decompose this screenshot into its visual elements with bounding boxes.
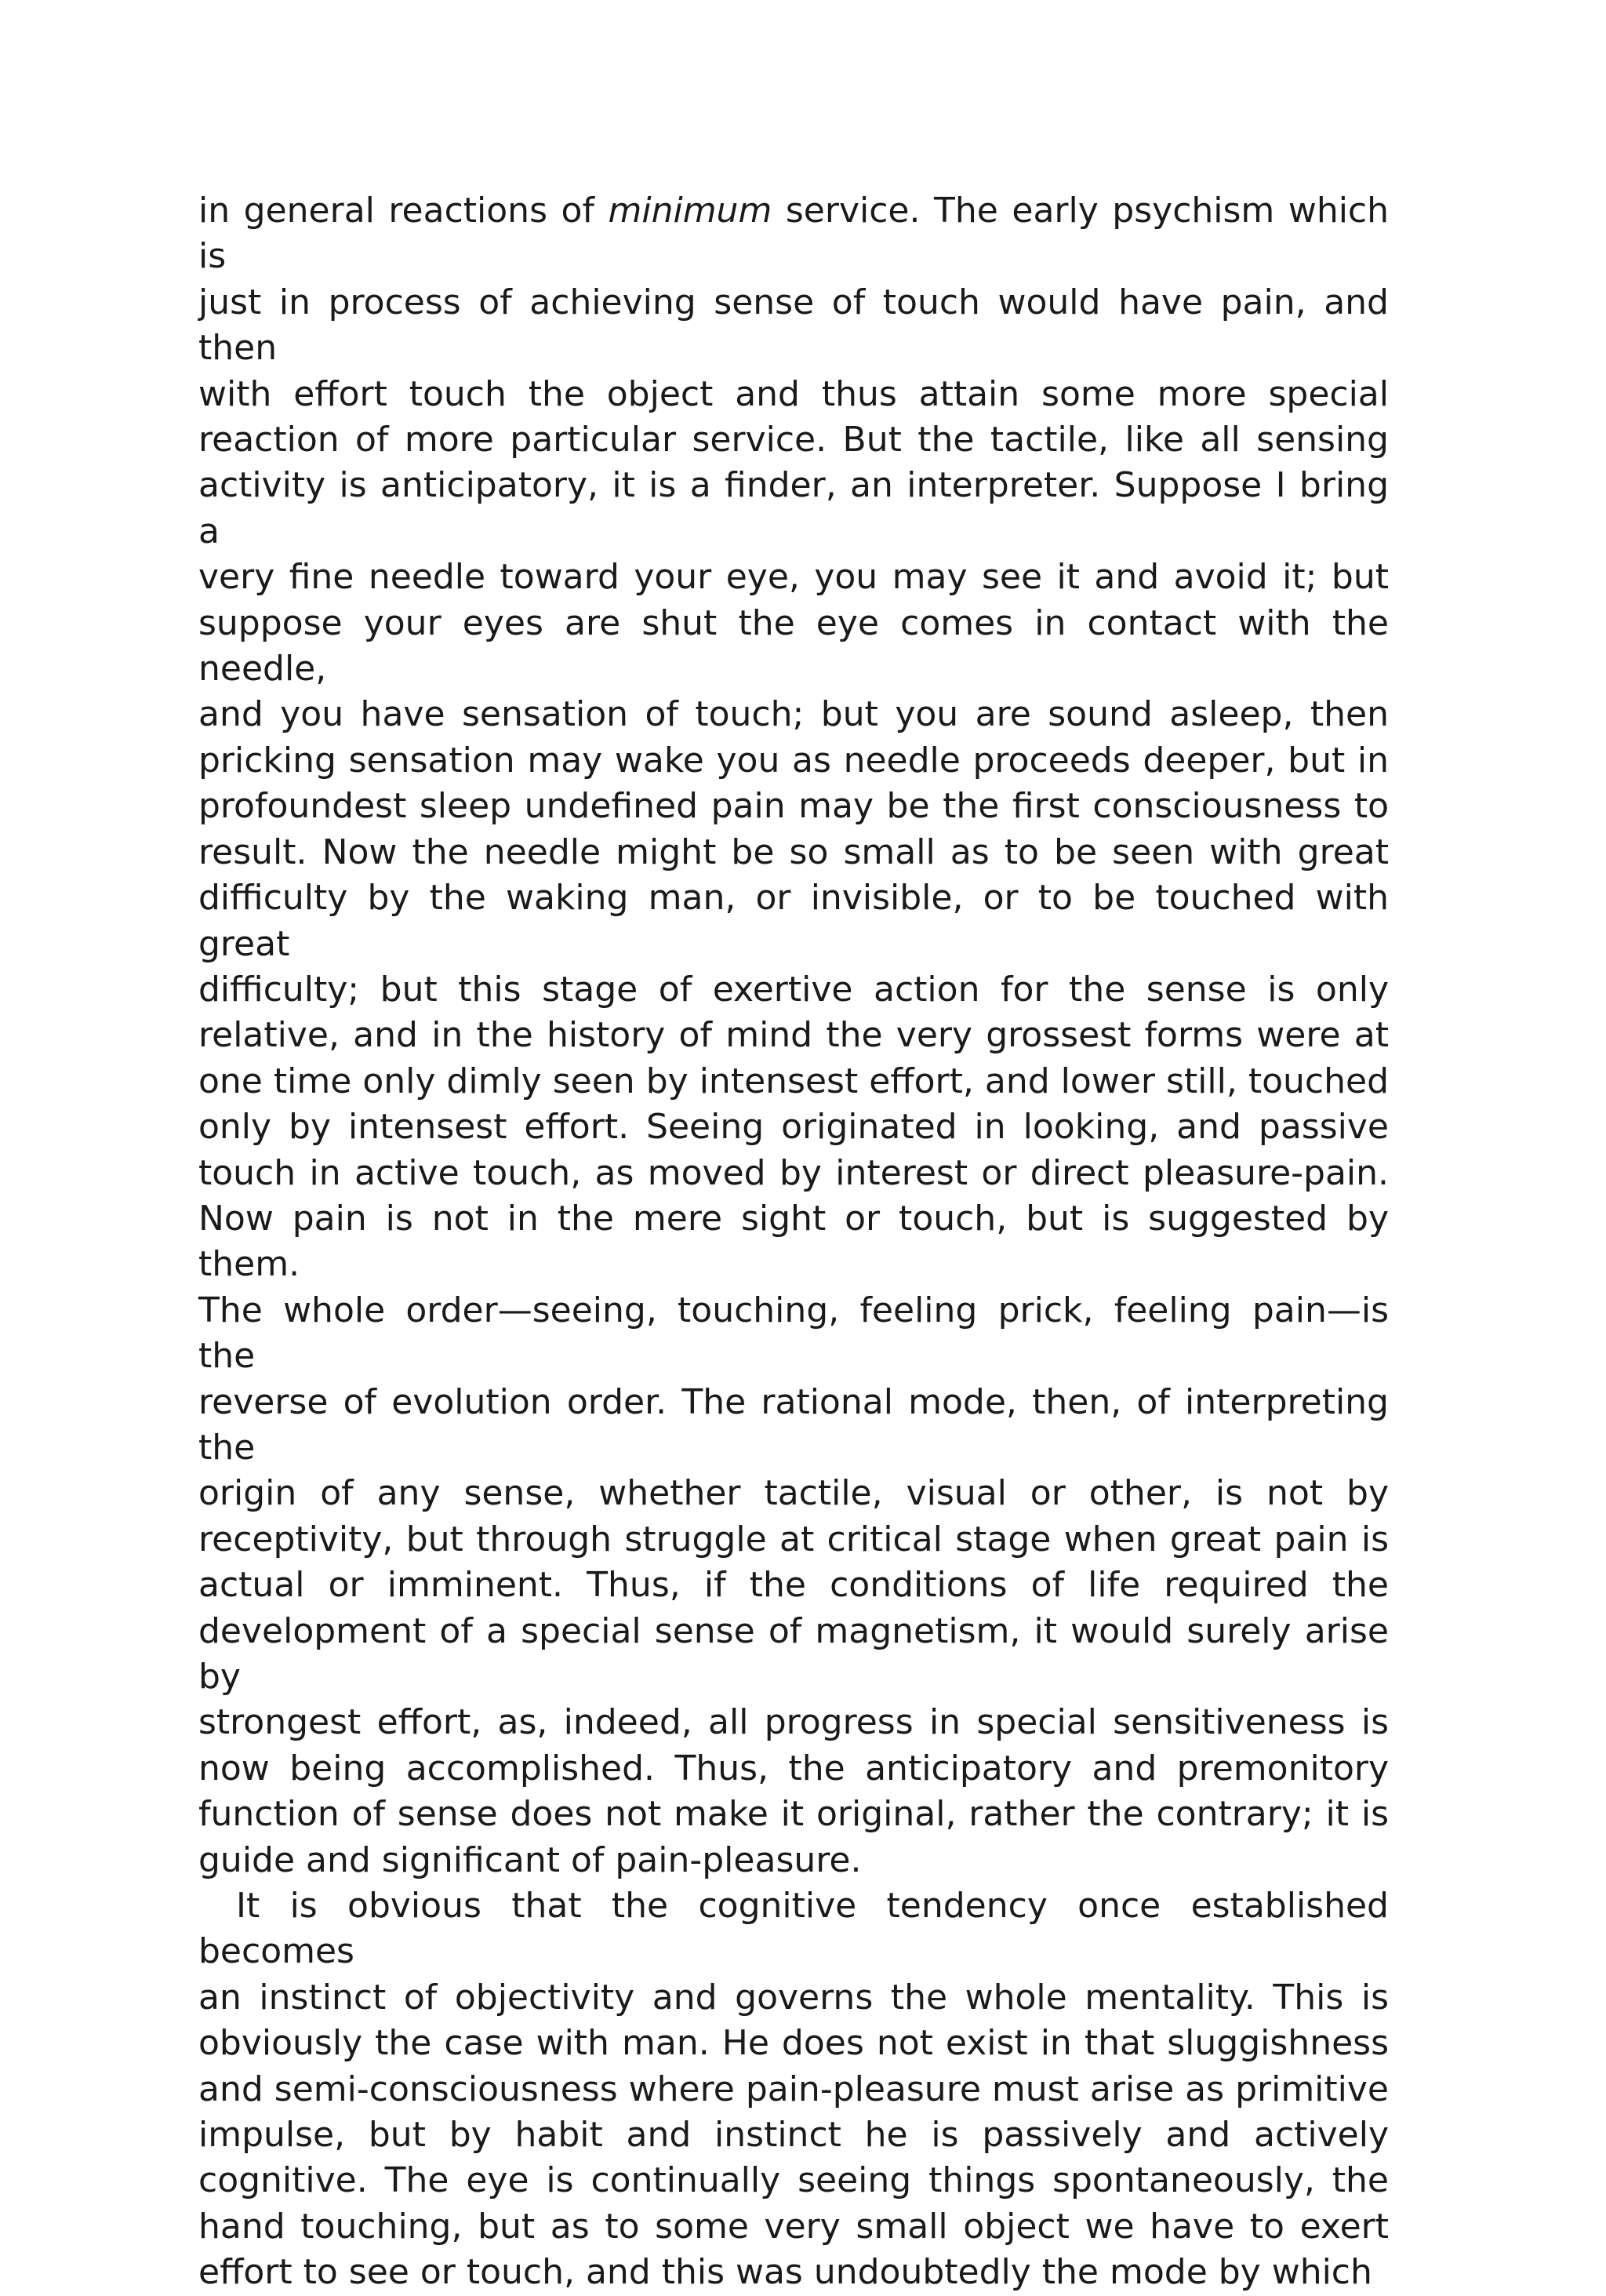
text-line: reverse of evolution order. The rational mode, then, of interpreting the — [198, 1381, 1389, 1468]
text-line: and semi-consciousness where pain-pleasure must arise as primitive — [198, 2069, 1389, 2109]
text-line: activity is anticipatory, it is a finder, an interpreter. Suppose I bring a — [198, 465, 1389, 551]
text-line: Now pain is not in the mere sight or touch, but is suggested by them. — [198, 1198, 1389, 1285]
text-line: difficulty by the waking man, or invisible, or to be touched with great — [198, 878, 1389, 964]
text-line: and you have sensation of touch; but you are sound asleep, then — [198, 694, 1389, 735]
text-line: just in process of achieving sense of touch would have pain, and then — [198, 282, 1389, 369]
text-segment: in general reactions of — [198, 191, 609, 231]
paragraph — [198, 188, 1389, 1883]
text-line: now being accomplished. Thus, the anticipatory and premonitory — [198, 1748, 1389, 1788]
emphasized-word: minimum — [608, 191, 772, 231]
text-line: result. Now the needle might be so small as to be seen with great — [198, 831, 1389, 872]
text-line: difficulty; but this stage of exertive action for the sense is only — [198, 969, 1389, 1010]
text-line: actual or imminent. Thus, if the conditions of life required the — [198, 1565, 1389, 1606]
text-line: guide and significant of pain-pleasure. — [198, 1839, 862, 1880]
paragraph — [198, 1883, 1389, 2296]
text-line: reaction of more particular service. But the tactile, like all sensing — [198, 420, 1389, 460]
text-line: suppose your eyes are shut the eye comes in contact with the needle, — [198, 602, 1389, 690]
text-line: impulse, but by habit and instinct he is passively and actively — [198, 2115, 1389, 2156]
text-line: only by intensest effort. Seeing originated in looking, and passive — [198, 1107, 1389, 1148]
text-line: effort to see or touch, and this was undoubtedly the mode by which — [198, 2252, 1372, 2293]
text-line: hand touching, but as to some very small object we have to exert — [198, 2206, 1389, 2247]
text-line: one time only dimly seen by intensest effort, and lower still, touched — [198, 1061, 1389, 1101]
text-line — [198, 188, 1389, 280]
text-line: very fine needle toward your eye, you may see it and avoid it; but — [198, 557, 1389, 598]
body-text — [198, 188, 1389, 2296]
text-line: development of a special sense of magnetism, it would surely arise by — [198, 1610, 1389, 1697]
text-line: origin of any sense, whether tactile, visual or other, is not by — [198, 1473, 1389, 1514]
text-line: relative, and in the history of mind the very grossest forms were at — [198, 1015, 1389, 1056]
text-segment: service. The early psychism which is — [198, 191, 1390, 277]
text-line: function of sense does not make it original, rather the contrary; it is — [198, 1794, 1389, 1835]
text-line: strongest effort, as, indeed, all progress in special sensitiveness is — [198, 1702, 1389, 1743]
text-line: receptivity, but through struggle at critical stage when great pain is — [198, 1519, 1389, 1559]
text-line: The whole order—seeing, touching, feeling prick, feeling pain—is the — [198, 1290, 1389, 1377]
text-line: profoundest sleep undefined pain may be the first consciousness to — [198, 786, 1389, 827]
text-line: It is obvious that the cognitive tendency once established becomes — [198, 1886, 1389, 1972]
text-line: with effort touch the object and thus attain some more special — [198, 373, 1389, 414]
text-line: obviously the case with man. He does not exist in that sluggishness — [198, 2023, 1389, 2064]
text-line: an instinct of objectivity and governs the whole mentality. This is — [198, 1977, 1389, 2018]
text-line: touch in active touch, as moved by interest or direct pleasure-pain. — [198, 1152, 1389, 1193]
text-line: cognitive. The eye is continually seeing things spontaneously, the — [198, 2160, 1389, 2201]
text-line: pricking sensation may wake you as needle proceeds deeper, but in — [198, 740, 1389, 780]
